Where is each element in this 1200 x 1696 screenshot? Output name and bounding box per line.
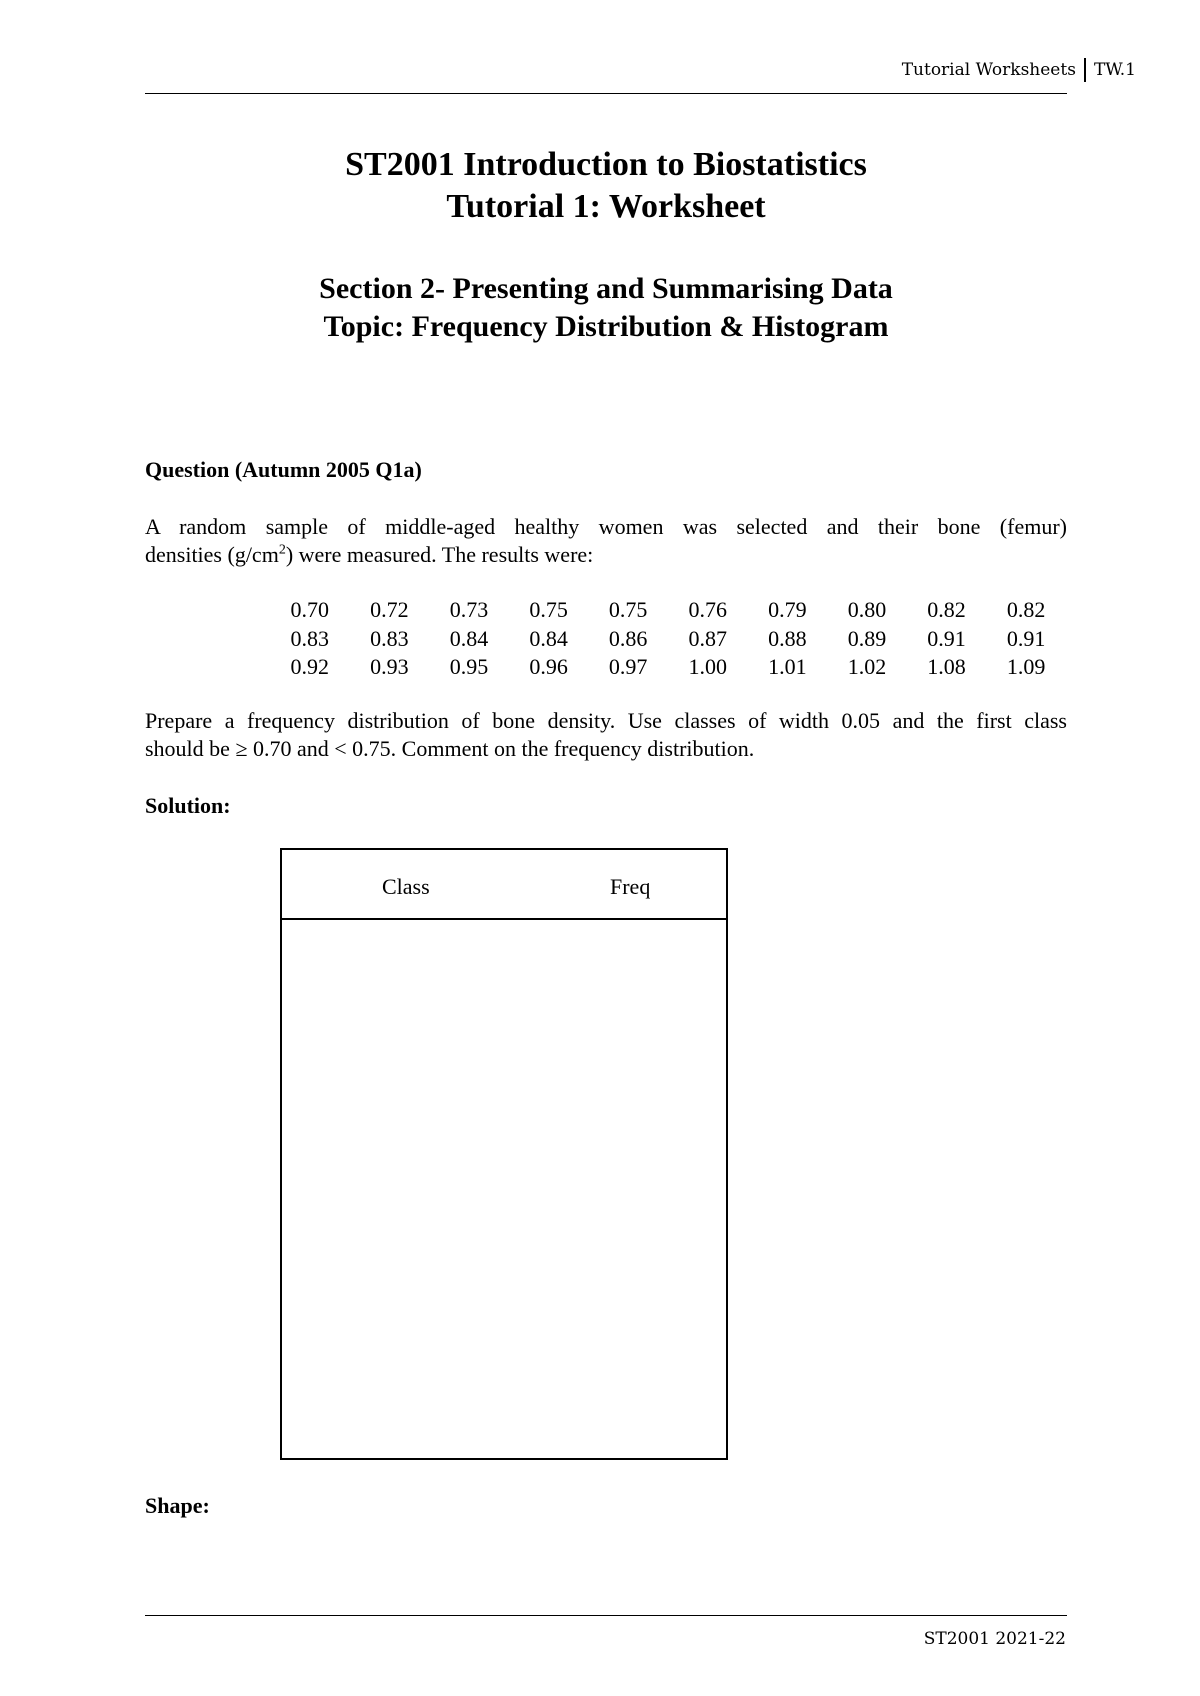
data-value: 0.79 — [768, 597, 807, 622]
data-value: 0.76 — [688, 597, 728, 622]
title-line-1: ST2001 Introduction to Biostatistics — [345, 146, 867, 183]
data-value: 0.93 — [370, 654, 409, 679]
data-value: 0.86 — [608, 625, 648, 651]
frequency-table-body[interactable] — [282, 920, 726, 1460]
data-value: 0.83 — [290, 625, 330, 651]
footer-rule — [145, 1615, 1067, 1616]
header-rule — [145, 93, 1067, 94]
data-value: 0.70 — [290, 597, 330, 622]
data-value: 0.75 — [608, 597, 648, 622]
data-value: 0.82 — [927, 597, 966, 622]
subtitle-line-1: Section 2- Presenting and Summarising Data — [319, 272, 893, 305]
question-heading: Question (Autumn 2005 Q1a) — [145, 457, 422, 482]
data-value: 1.00 — [688, 654, 728, 679]
page-header — [902, 58, 1136, 82]
data-value: 0.83 — [370, 625, 409, 651]
question-intro-line-2 — [145, 542, 593, 567]
solution-heading: Solution: — [145, 793, 231, 818]
data-value: 0.80 — [847, 597, 887, 622]
data-value: 0.75 — [529, 597, 568, 622]
column-freq: Freq — [610, 874, 651, 899]
intro-line-2-superscript: 2 — [278, 542, 286, 558]
intro-line-2-post: ) were measured. The results were: — [285, 542, 594, 567]
header-left-text: Tutorial Worksheets — [901, 60, 1076, 80]
instruction-line-2: should be ≥ 0.70 and < 0.75. Comment on the frequency distribution. — [145, 736, 755, 761]
data-value: 0.89 — [847, 625, 887, 651]
data-value: 0.84 — [529, 625, 568, 651]
data-value: 0.72 — [370, 597, 409, 622]
header-right-text: TW.1 — [1093, 60, 1136, 80]
data-value: 0.95 — [449, 654, 489, 679]
subtitle-line-2: Topic: Frequency Distribution & Histogram — [323, 310, 889, 343]
data-value: 0.92 — [290, 654, 330, 679]
data-value: 0.87 — [688, 625, 728, 651]
bone-density-data — [270, 596, 1066, 682]
frequency-table-header — [282, 850, 726, 920]
data-value: 0.91 — [1006, 625, 1046, 651]
header-separator — [1084, 58, 1086, 82]
question-instruction — [145, 707, 1067, 763]
data-value: 0.88 — [768, 625, 807, 651]
data-value: 1.01 — [768, 654, 807, 679]
instruction-line-1: Prepare a frequency distribution of bone density. Use classes of width 0.05 and the first class — [145, 708, 1067, 733]
title-line-2: Tutorial 1: Worksheet — [446, 188, 766, 225]
question-intro-line-1: A random sample of middle-aged healthy women was selected and their bone (femur) — [145, 514, 1067, 539]
data-value: 0.82 — [1006, 597, 1046, 622]
data-value: 1.02 — [847, 654, 887, 679]
column-class: Class — [382, 874, 430, 899]
data-value: 0.73 — [449, 597, 489, 622]
section-subtitle — [145, 270, 1067, 346]
question-intro — [145, 513, 1067, 569]
frequency-table — [280, 848, 728, 1460]
shape-heading: Shape: — [145, 1493, 210, 1518]
data-value: 0.96 — [529, 654, 568, 679]
document-title — [145, 144, 1067, 228]
page-footer: ST2001 2021-22 — [923, 1629, 1066, 1649]
data-value: 1.09 — [1006, 654, 1046, 679]
intro-line-2-pre: densities (g/cm — [145, 542, 279, 567]
data-value: 1.08 — [927, 654, 966, 679]
data-value: 0.91 — [927, 625, 966, 651]
data-value: 0.97 — [608, 654, 648, 679]
data-value: 0.84 — [449, 625, 489, 651]
